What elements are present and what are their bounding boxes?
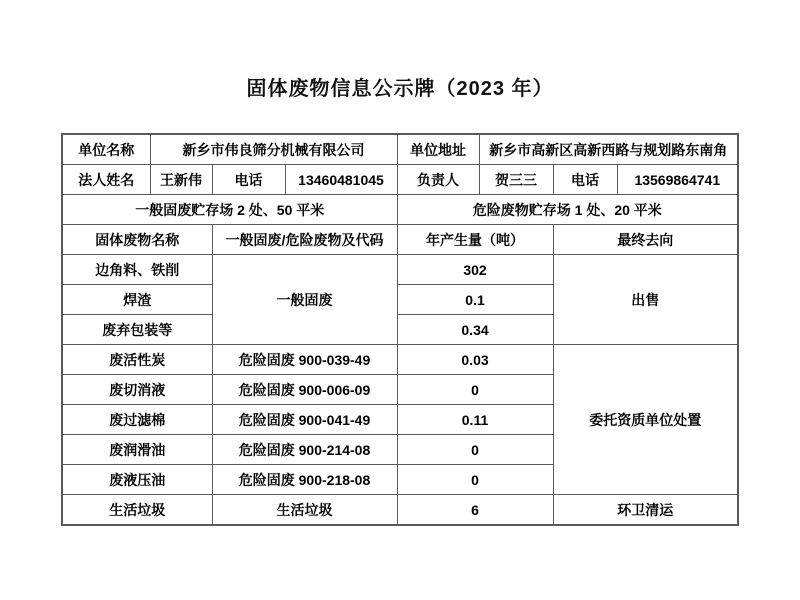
waste-amount: 0.03 [397, 345, 553, 375]
header-waste-name: 固体废物名称 [62, 225, 212, 255]
manager-label: 负责人 [397, 165, 479, 195]
header-waste-code: 一般固废/危险废物及代码 [212, 225, 397, 255]
general-storage-info: 一般固废贮存场 2 处、50 平米 [62, 195, 397, 225]
manager-value: 贺三三 [479, 165, 553, 195]
waste-notice-table [61, 133, 739, 526]
waste-amount: 0 [397, 375, 553, 405]
unit-address-label: 单位地址 [397, 134, 479, 165]
header-destination: 最终去向 [553, 225, 738, 255]
waste-name: 废过滤棉 [62, 405, 212, 435]
legal-phone-label: 电话 [212, 165, 285, 195]
waste-name: 废切消液 [62, 375, 212, 405]
waste-amount: 0 [397, 435, 553, 465]
page-title: 固体废物信息公示牌（2023 年） [246, 78, 554, 100]
legal-name-value: 王新伟 [150, 165, 212, 195]
manager-phone-label: 电话 [553, 165, 617, 195]
table-row [62, 345, 738, 375]
unit-name-label: 单位名称 [62, 134, 150, 165]
waste-name: 废液压油 [62, 465, 212, 495]
unit-name-value: 新乡市伟良筛分机械有限公司 [150, 134, 397, 165]
waste-name: 生活垃圾 [62, 495, 212, 526]
destination-hazardous: 委托资质单位处置 [553, 345, 738, 495]
legal-name-label: 法人姓名 [62, 165, 150, 195]
waste-amount: 0.34 [397, 315, 553, 345]
waste-code: 危险固废 900-039-49 [212, 345, 397, 375]
waste-code: 危险固废 900-006-09 [212, 375, 397, 405]
manager-phone-value: 13569864741 [617, 165, 738, 195]
header-annual-amount: 年产生量（吨） [397, 225, 553, 255]
table-row [62, 255, 738, 285]
hazardous-storage-info: 危险废物贮存场 1 处、20 平米 [397, 195, 738, 225]
waste-name: 边角料、铁削 [62, 255, 212, 285]
waste-name: 焊渣 [62, 285, 212, 315]
waste-code: 生活垃圾 [212, 495, 397, 526]
waste-amount: 0 [397, 465, 553, 495]
waste-amount: 0.11 [397, 405, 553, 435]
destination-general: 出售 [553, 255, 738, 345]
waste-code: 危险固废 900-214-08 [212, 435, 397, 465]
table-header-row [62, 225, 738, 255]
waste-code: 危险固废 900-218-08 [212, 465, 397, 495]
destination-domestic: 环卫清运 [553, 495, 738, 526]
legal-phone-value: 13460481045 [285, 165, 397, 195]
waste-name: 废润滑油 [62, 435, 212, 465]
table-row [62, 195, 738, 225]
waste-name: 废弃包装等 [62, 315, 212, 345]
waste-amount: 0.1 [397, 285, 553, 315]
table-row [62, 165, 738, 195]
waste-name: 废活性炭 [62, 345, 212, 375]
waste-type-general: 一般固废 [212, 255, 397, 345]
table-row [62, 495, 738, 526]
waste-code: 危险固废 900-041-49 [212, 405, 397, 435]
unit-address-value: 新乡市高新区高新西路与规划路东南角 [479, 134, 738, 165]
waste-amount: 302 [397, 255, 553, 285]
table-row [62, 134, 738, 165]
waste-amount: 6 [397, 495, 553, 526]
